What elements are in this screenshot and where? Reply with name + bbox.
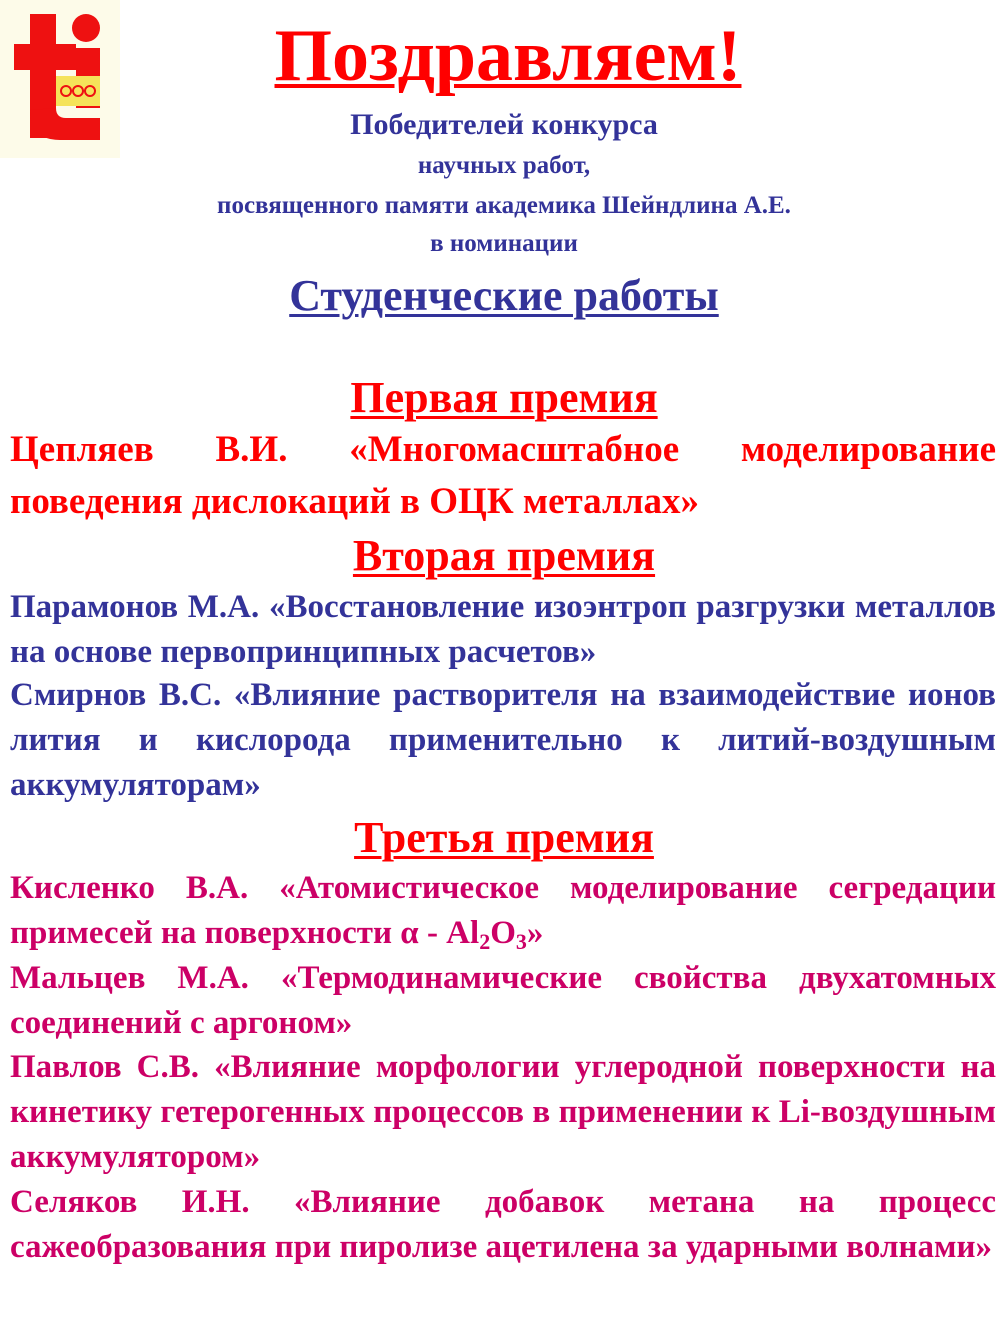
third-prize-entry-1: [10, 866, 996, 956]
first-prize-entry: Цепляев В.И. «Многомасштабное моделирование поведения дислокаций в ОЦК металлах»: [10, 429, 996, 522]
nomination-heading: Студенческие работы: [289, 271, 719, 320]
subscript: 2: [479, 929, 491, 954]
entry-text: Кисленко В.А. «Атомистическое моделирование сегредации примесей на поверхности α - Al: [10, 870, 996, 951]
subtitle-dedication: посвященного памяти академика Шейндлина А.Е.: [217, 192, 791, 219]
subtitle-nomination-label: в номинации: [430, 230, 578, 257]
subscript: 3: [515, 929, 527, 954]
second-prize-entry-1: Парамонов М.А. «Восстановление изоэнтроп разгрузки металлов на основе первопринципных расчетов»: [10, 589, 996, 670]
subtitle-works: научных работ,: [417, 152, 591, 179]
subtitle-winners: Победителей конкурса: [350, 108, 658, 141]
third-prize-entry-3: Павлов С.В. «Влияние морфологии углеродной поверхности на кинетику гетерогенных процессов в применении к Li-воздушным аккумулятором»: [10, 1049, 996, 1175]
entry-text: O: [490, 915, 516, 951]
third-prize-heading: Третья премия: [354, 813, 654, 862]
third-prize-entry-2: Мальцев М.А. «Термодинамические свойства двухатомных соединений с аргоном»: [10, 960, 996, 1041]
first-prize-heading: Первая премия: [350, 373, 658, 422]
second-prize-entry-2: Смирнов В.С. «Влияние растворителя на взаимодействие ионов лития и кислорода применительно к литий-воздушным аккумуляторам»: [10, 677, 996, 803]
second-prize-heading: Вторая премия: [352, 531, 656, 580]
page-title: Поздравляем!: [274, 15, 742, 97]
third-prize-entry-4: Селяков И.Н. «Влияние добавок метана на процесс сажеобразования при пиролизе ацетилена за ударными волнами»: [10, 1184, 996, 1265]
entry-text: »: [526, 915, 544, 951]
